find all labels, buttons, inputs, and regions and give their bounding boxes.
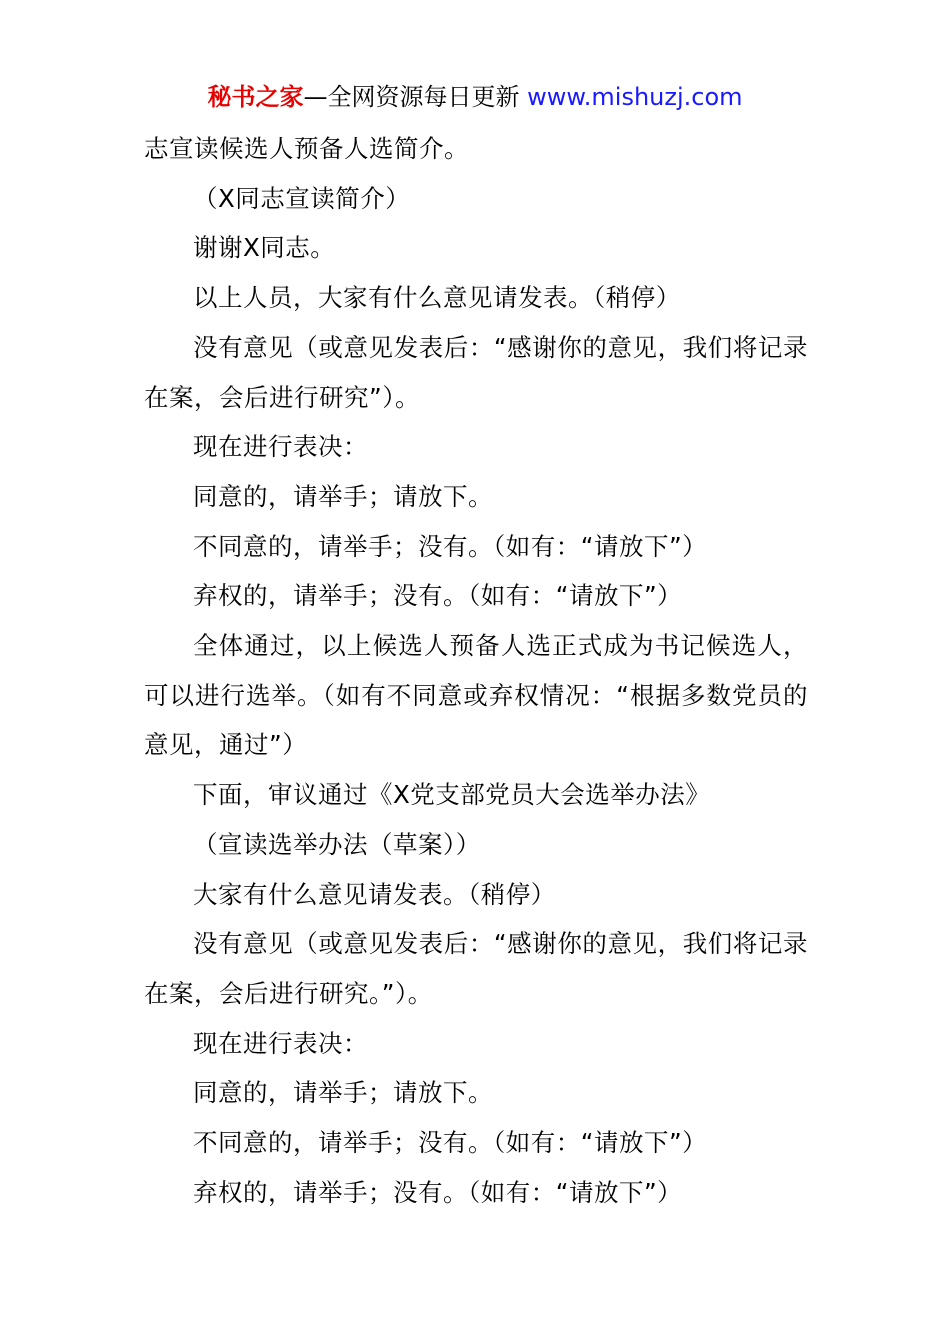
paragraph-no-opinions: 没有意见（或意见发表后：“感谢你的意见，我们将记录在案，会后进行研究”）。 xyxy=(144,332,808,412)
paragraph-continued-intro: 志宣读候选人预备人选简介。 xyxy=(144,134,469,163)
paragraph-call-for-opinions: 以上人员，大家有什么意见请发表。（稍停） xyxy=(193,283,681,313)
paragraph-no-opinions-2: 没有意见（或意见发表后：“感谢你的意见，我们将记录在案，会后进行研究。”）。 xyxy=(144,929,808,1008)
brand-name: 秘书之家 xyxy=(207,83,304,111)
paragraph-reading-note: （X同志宣读简介） xyxy=(193,183,411,213)
paragraph-vote-disagree: 不同意的，请举手；没有。（如有：“请放下”） xyxy=(193,531,708,561)
paragraph-read-rules-note: （宣读选举办法（草案）） xyxy=(193,829,481,859)
paragraph-vote-intro-2: 现在进行表决： xyxy=(193,1028,368,1058)
paragraph-vote-abstain-2: 弃权的，请举手；没有。（如有：“请放下”） xyxy=(193,1177,683,1207)
paragraph-vote-abstain: 弃权的，请举手；没有。（如有：“请放下”） xyxy=(193,581,683,611)
paragraph-vote-result: 全体通过，以上候选人预备人选正式成为书记候选人，可以进行选举。（如有不同意或弃权情况：“根据多数党员的意见，通过”） xyxy=(144,631,808,760)
paragraph-vote-intro: 现在进行表决： xyxy=(193,432,368,462)
paragraph-call-for-opinions-2: 大家有什么意见请发表。（稍停） xyxy=(193,879,556,909)
site-url-link[interactable]: www.mishuzj.com xyxy=(527,83,743,111)
page-header xyxy=(0,80,950,114)
paragraph-review-rules: 下面，审议通过《X党支部党员大会选举办法》 xyxy=(193,780,711,810)
document-body xyxy=(144,124,808,1217)
paragraph-vote-agree-2: 同意的，请举手；请放下。 xyxy=(193,1078,493,1108)
paragraph-thanks: 谢谢X同志。 xyxy=(193,233,336,263)
header-slogan: —全网资源每日更新 xyxy=(303,83,528,111)
paragraph-vote-agree: 同意的，请举手；请放下。 xyxy=(193,481,493,511)
paragraph-vote-disagree-2: 不同意的，请举手；没有。（如有：“请放下”） xyxy=(193,1128,708,1158)
